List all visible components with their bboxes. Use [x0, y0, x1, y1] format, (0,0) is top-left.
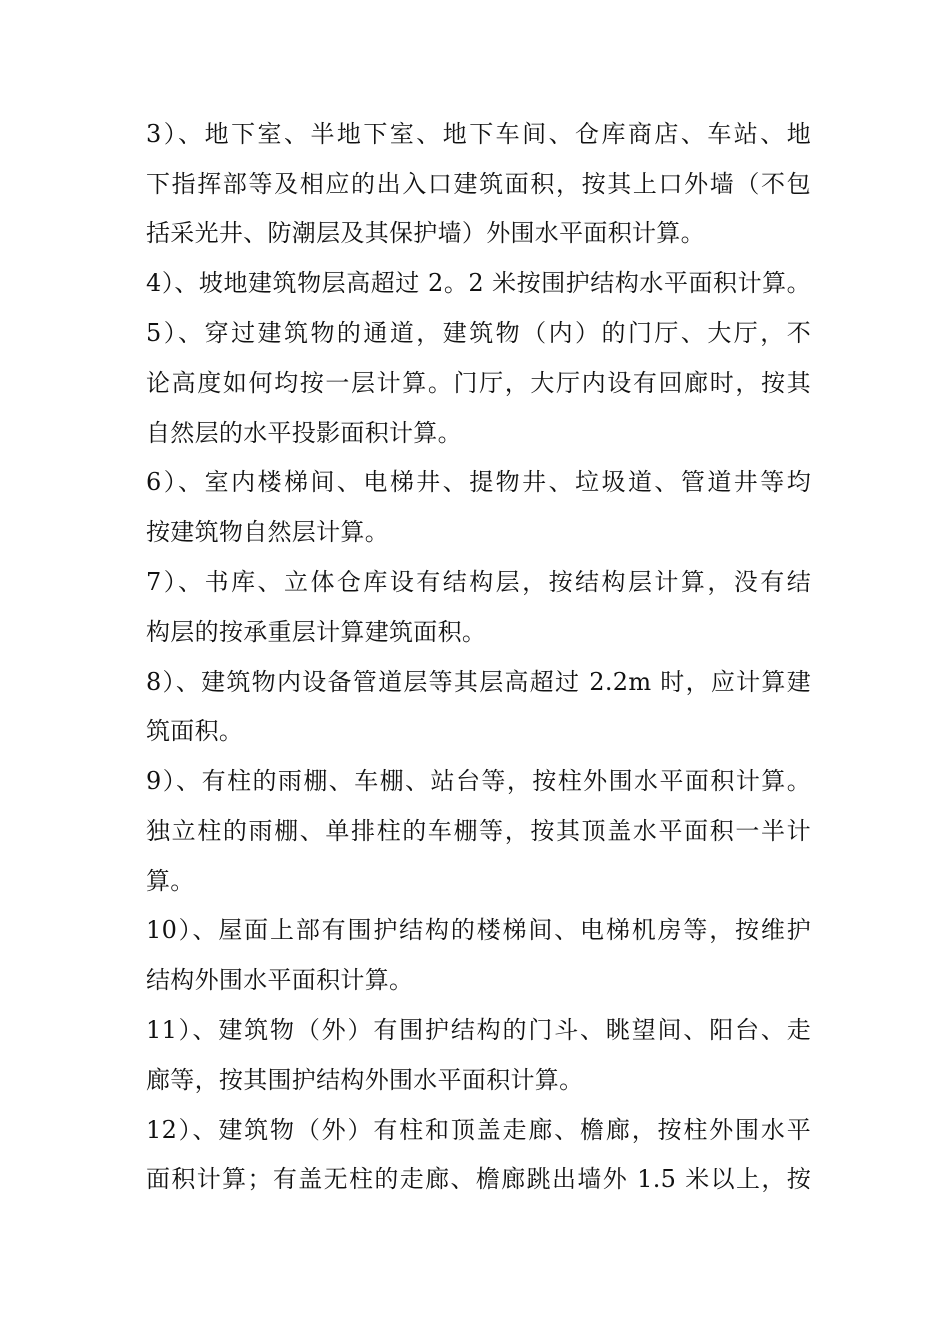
- text-line: 9）、有柱的雨棚、车棚、站台等，按柱外围水平面积计算。: [146, 767, 811, 795]
- text-line: 廊等，按其围护结构外围水平面积计算。: [146, 1066, 584, 1094]
- text-line: 10）、屋面上部有围护结构的楼梯间、电梯机房等，按维护: [146, 916, 811, 944]
- text-line: 算。: [146, 867, 195, 895]
- text-line: 12）、建筑物（外）有柱和顶盖走廊、檐廊，按柱外围水平: [146, 1116, 811, 1144]
- text-line: 11）、建筑物（外）有围护结构的门斗、眺望间、阳台、走: [146, 1016, 811, 1044]
- text-line: 7）、书库、立体仓库设有结构层，按结构层计算，没有结: [146, 568, 811, 596]
- text-line: 结构外围水平面积计算。: [146, 966, 414, 994]
- text-line: 独立柱的雨棚、单排柱的车棚等，按其顶盖水平面积一半计: [146, 817, 811, 845]
- text-line: 6）、室内楼梯间、电梯井、提物井、垃圾道、管道井等均: [146, 468, 811, 496]
- text-line: 自然层的水平投影面积计算。: [146, 419, 462, 447]
- text-line: 5）、穿过建筑物的通道，建筑物（内）的门厅、大厅，不: [146, 319, 811, 347]
- text-line: 下指挥部等及相应的出入口建筑面积，按其上口外墙（不包: [146, 170, 811, 198]
- text-line: 构层的按承重层计算建筑面积。: [146, 618, 487, 646]
- text-line: 筑面积。: [146, 717, 244, 745]
- text-line: 4）、坡地建筑物层高超过 2。2 米按围护结构水平面积计算。: [146, 269, 811, 297]
- text-line: 面积计算；有盖无柱的走廊、檐廊跳出墙外 1.5 米以上，按: [146, 1165, 811, 1193]
- text-line: 按建筑物自然层计算。: [146, 518, 389, 546]
- text-line: 括采光井、防潮层及其保护墙）外围水平面积计算。: [146, 219, 705, 247]
- text-line: 8）、建筑物内设备管道层等其层高超过 2.2m 时，应计算建: [146, 668, 811, 696]
- text-line: 3）、地下室、半地下室、地下车间、仓库商店、车站、地: [146, 120, 811, 148]
- text-line: 论高度如何均按一层计算。门厅，大厅内设有回廊时，按其: [146, 369, 811, 397]
